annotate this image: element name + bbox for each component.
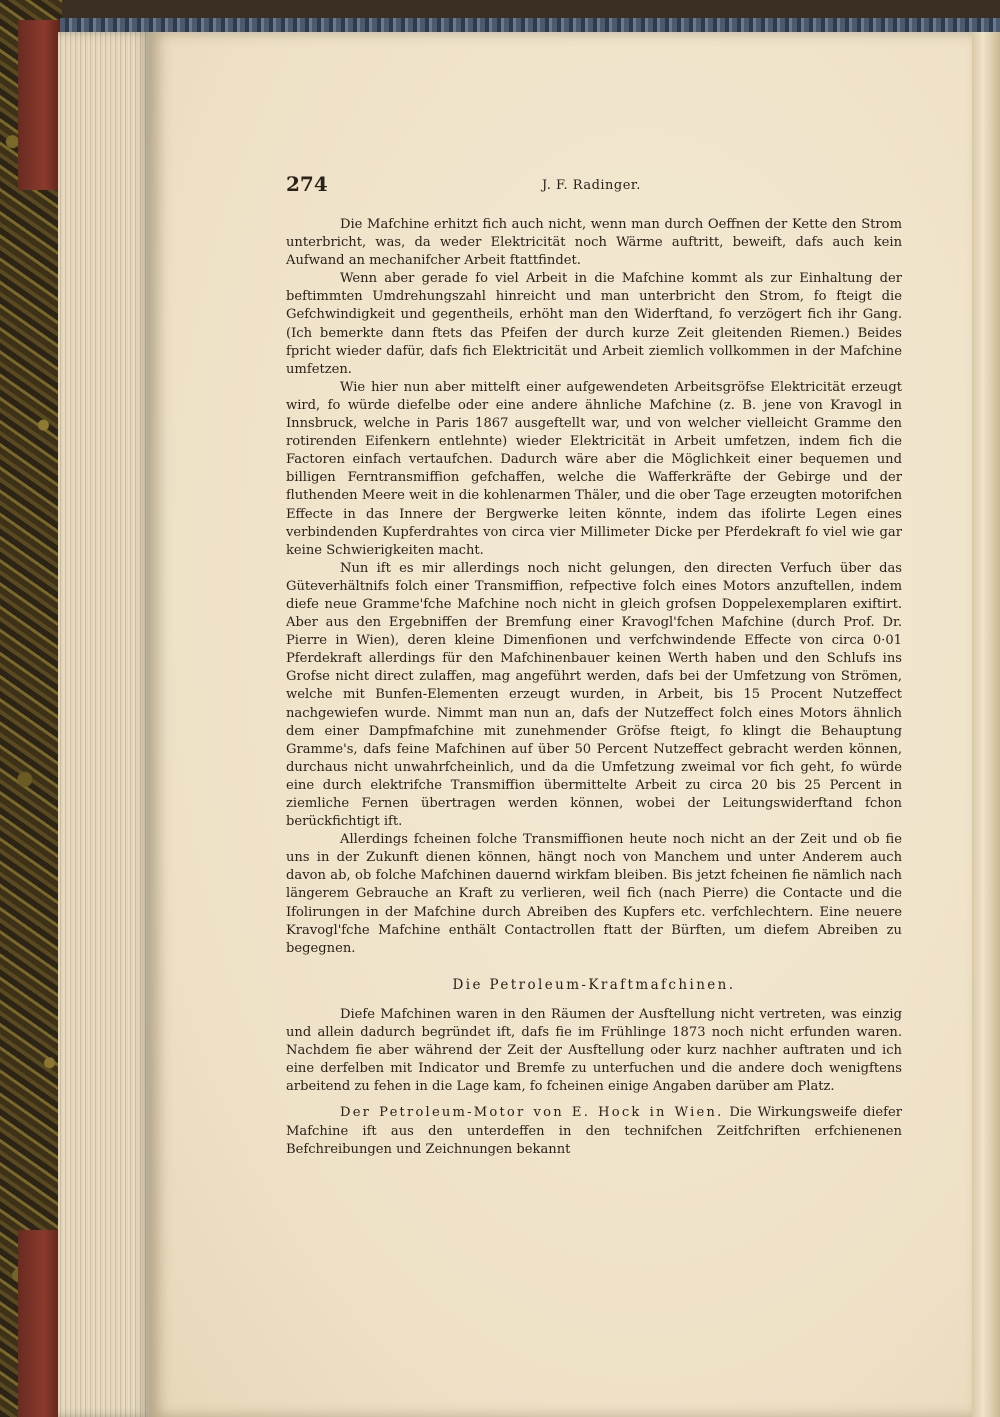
leather-spine-bottom xyxy=(18,1230,62,1417)
page-body xyxy=(286,216,902,1159)
running-head: J. F. Radinger. xyxy=(542,178,641,193)
inline-heading: Der Petroleum-Motor von E. Hock in Wien. xyxy=(340,1105,724,1121)
page-number: 274 xyxy=(286,172,328,196)
paragraph: Wie hier nun aber mittelft einer aufgewendeten Arbeitsgröfse Elektricität erzeugt wird, fo würde diefelbe oder eine andere ähnliche Mafchine (z. B. jene von Kravogl in Innsbruck, welche in Paris 1867 ausgeftellt war, und von welcher vielleicht Gramme den rotirenden Eifenkern entlehnte) wieder Elektricität in Arbeit umfetzen, indem fich die Factoren einfach vertaufchen. Dadurch wäre aber die Möglichkeit einer bequemen und billigen Ferntransmiffion gefchaffen, welche die Wafferkräfte der Gebirge und der fluthenden Meere weit in die kohlenarmen Thäler, und die ober Tage erzeugten motorifchen Effecte in das Innere der Bergwerke leiten könnte, indem das ifolirte Legen eines verbindenden Kupferdrahtes von circa vier Millimeter Dicke per Pferdekraft fo viel wie gar keine Schwierigkeiten macht. xyxy=(286,379,902,558)
paragraph: Nun ift es mir allerdings noch nicht gelungen, den directen Verfuch über das Güteverhältnifs folch einer Transmiffion, refpective folch eines Motors anzuftellen, indem diefe neue Gramme'fche Mafchine noch nicht in gleich grofsen Doppelexemplaren exiftirt. Aber aus den Ergebniffen der Bremfung einer Kravogl'fchen Mafchine (durch Prof. Dr. Pierre in Wien), deren kleine Dimenfionen und verfchwindende Effecte von circa 0·01 Pferdekraft allerdings für den Mafchinenbauer keinen Werth haben und den Schlufs ins Grofse nicht direct zulaffen, mag angeführt werden, dafs bei der Umfetzung von Strömen, welche mit Bunfen-Elementen erzeugt wurden, in Arbeit, bis 15 Procent Nutzeffect nachgewiefen wurde. Nimmt man nun an, dafs der Nutzeffect folch eines Motors ähnlich dem einer Dampfmafchine mit zunehmender Gröfse fteigt, fo klingt die Behauptung Gramme's, dafs feine Mafchinen auf über 50 Percent Nutzeffect gebracht werden können, durchaus nicht unwahrfcheinlich, und da die Umfetzung zweimal vor fich geht, fo würde eine durch elektrifche Transmiffion übermittelte Arbeit zu circa 20 bis 25 Percent in ziemliche Fernen übertragen werden können, wobei der Leitungswiderftand fchon berückfichtigt ift. xyxy=(286,560,902,830)
paragraph: Die Mafchine erhitzt fich auch nicht, wenn man durch Oeffnen der Kette den Strom unterbricht, was, da weder Elektricität noch Wärme auftritt, beweift, dafs auch kein Aufwand an mechanifcher Arbeit ftattfindet. xyxy=(286,217,902,269)
paragraph: Diefe Mafchinen waren in den Räumen der Ausftellung nicht vertreten, was einzig und allein dadurch begründet ift, dafs fie im Frühlinge 1873 noch nicht erfunden waren. Nachdem fie aber während der Zeit der Ausftellung oder kurz nachher auftraten und ich eine derfelben mit Indicator und Bremfe zu unterfuchen und die andere doch wenigftens arbeitend zu fehen in die Lage kam, fo fcheinen einige Angaben darüber am Platz. xyxy=(286,1006,902,1095)
paragraph: Allerdings fcheinen folche Transmiffionen heute noch nicht an der Zeit und ob fie uns in der Zukunft dienen können, hängt noch von Manchem und unter Anderem auch davon ab, ob folche Mafchinen dauernd wirkfam bleiben. Bis jetzt fcheinen fie nämlich nach längerem Gebrauche an Kraft zu verlieren, weil fich (nach Pierre) die Contacte und die Ifolirungen in der Mafchine durch Abreiben des Kupfers etc. verfchlechtern. Eine neuere Kravogl'fche Mafchine enthält Contactrollen ftatt der Bürften, um diefem Abreiben zu begegnen. xyxy=(286,832,902,956)
marbled-cover xyxy=(0,0,62,1417)
page-header xyxy=(286,172,902,202)
paragraph: Wenn aber gerade fo viel Arbeit in die Mafchine kommt als zur Einhaltung der beftimmten Umdrehungszahl hinreicht und man unterbricht den Strom, fo fteigt die Gefchwindigkeit und gegentheils, erhöht man den Widerftand, fo verzögert fich ihr Gang. (Ich bemerkte dann ftets das Pfeifen der durch kurze Zeit gleitenden Riemen.) Beides fpricht wieder dafür, dafs fich Elektricität und Arbeit ziemlich vollkommen in der Mafchine umfetzen. xyxy=(286,271,902,377)
section-heading: Die Petroleum-Kraftmafchinen. xyxy=(452,976,736,993)
paragraph-text: Die Wirkungsweife diefer Mafchine ift aus den unterdeffen in den technifchen Zeitfchriften erfchienenen Befchreibungen und Zeichnungen bekannt xyxy=(286,1105,902,1157)
facing-page-edge xyxy=(972,32,1000,1417)
paragraph-last xyxy=(286,1104,902,1158)
leather-spine-top xyxy=(18,20,62,190)
page-stack-edges xyxy=(58,32,150,1417)
